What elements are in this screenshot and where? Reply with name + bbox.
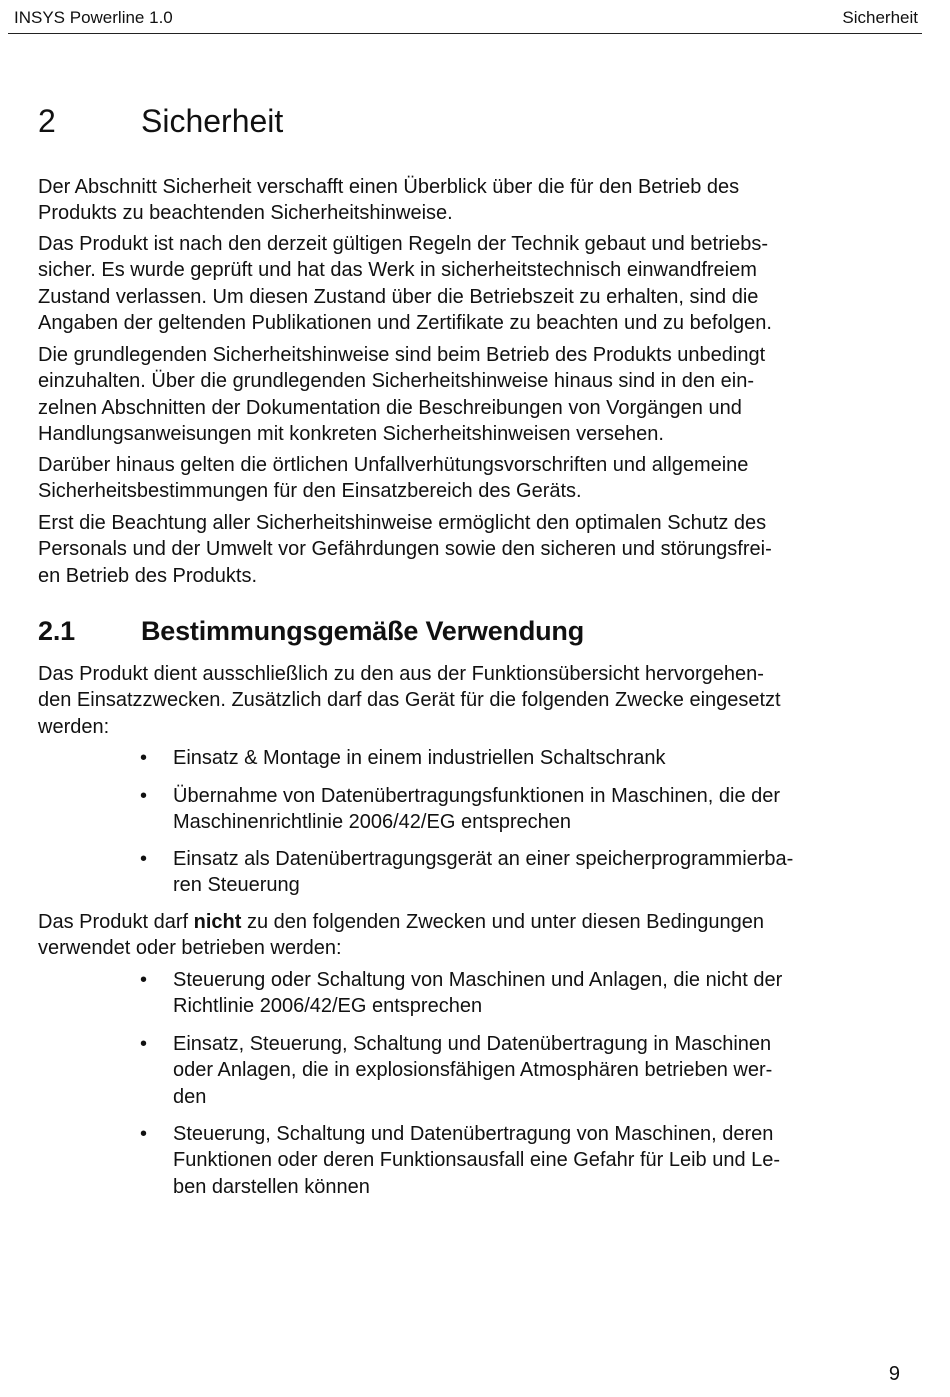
text-line: en Betrieb des Produkts.: [38, 564, 258, 587]
text-run: Das Produkt darf: [38, 911, 194, 933]
text-line: oder Anlagen, die in explosionsfähigen Atmosphären betrieben wer-: [173, 1059, 773, 1082]
text-line: Einsatz, Steuerung, Schaltung und Datenübertragung in Maschinen: [173, 1033, 772, 1055]
text-line: Steuerung oder Schaltung von Maschinen und Anlagen, die nicht der: [173, 969, 783, 991]
header-document-title: INSYS Powerline 1.0: [14, 8, 173, 27]
bullet-icon: •: [140, 1033, 148, 1055]
text-line: Richtlinie 2006/42/EG entsprechen: [173, 995, 483, 1018]
subsection-title: Bestimmungsgemäße Verwendung: [141, 616, 584, 646]
text-line: Das Produkt ist nach den derzeit gültigen Regeln der Technik gebaut und betriebs-: [38, 233, 769, 255]
page-number: 9: [888, 1363, 900, 1385]
text-line: Einsatz als Datenübertragungsgerät an einer speicherprogrammierba-: [173, 848, 794, 870]
paragraph-prohibited-use: [38, 909, 888, 962]
text-line: Angaben der geltenden Publikationen und Zertifikate zu beachten und zu befolgen.: [38, 311, 772, 334]
text-line: einzuhalten. Über die grundlegenden Sicherheitshinweise hinaus sind in den ein-: [38, 370, 755, 393]
section-title: Sicherheit: [141, 103, 284, 139]
text-line: verwendet oder betrieben werden:: [38, 937, 342, 960]
text-run: zu den folgenden Zwecken und unter diesen Bedingungen: [241, 911, 765, 933]
text-line: Maschinenrichtlinie 2006/42/EG entsprechen: [173, 811, 572, 834]
text-line: Personals und der Umwelt vor Gefährdungen sowie den sicheren und störungsfrei-: [38, 538, 772, 561]
text-line: Darüber hinaus gelten die örtlichen Unfallverhütungsvorschriften und allgemeine: [38, 454, 749, 476]
bullet-icon: •: [140, 969, 148, 991]
paragraph-product-safety: [38, 231, 888, 336]
text-line: Steuerung, Schaltung und Datenübertragung von Maschinen, deren: [173, 1123, 774, 1145]
section-number: 2: [38, 103, 56, 139]
paragraph-accident-prevention: [38, 452, 888, 505]
text-line: Übernahme von Datenübertragungsfunktionen in Maschinen, die der: [173, 785, 781, 807]
header-section-title: Sicherheit: [842, 8, 918, 27]
text-line: Der Abschnitt Sicherheit verschafft einen Überblick über die für den Betrieb des: [38, 176, 740, 198]
paragraph-basic-safety: [38, 342, 888, 447]
text-line: Die grundlegenden Sicherheitshinweise sind beim Betrieb des Produkts unbedingt: [38, 344, 766, 366]
paragraph-protection: [38, 510, 888, 589]
subsection-heading: [38, 616, 584, 647]
text-line: Das Produkt dient ausschließlich zu den aus der Funktionsübersicht hervorgehen-: [38, 663, 764, 685]
bullet-icon: •: [140, 785, 148, 807]
text-line: [38, 909, 888, 935]
bullet-icon: •: [140, 848, 148, 870]
paragraph-intended-use: [38, 661, 888, 740]
text-line: sicher. Es wurde geprüft und hat das Werk in sicherheitstechnisch einwandfreiem: [38, 259, 757, 282]
text-line: ben darstellen können: [173, 1175, 370, 1198]
section-heading: [38, 103, 283, 140]
text-line: Funktionen oder deren Funktionsausfall eine Gefahr für Leib und Le-: [173, 1149, 781, 1172]
text-line: Einsatz & Montage in einem industriellen Schaltschrank: [173, 747, 666, 769]
bullet-icon: •: [140, 1123, 148, 1145]
text-line: zelnen Abschnitten der Dokumentation die Beschreibungen von Vorgängen und: [38, 396, 742, 419]
text-line: ren Steuerung: [173, 874, 300, 897]
text-line: Erst die Beachtung aller Sicherheitshinweise ermöglicht den optimalen Schutz des: [38, 512, 767, 534]
bullet-icon: •: [140, 747, 148, 769]
text-line: den: [173, 1085, 207, 1108]
paragraph-overview: [38, 174, 888, 227]
page-header: [8, 0, 922, 34]
text-line: Zustand verlassen. Um diesen Zustand über die Betriebszeit zu erhalten, sind die: [38, 285, 759, 308]
emphasis-not: nicht: [193, 911, 242, 933]
text-line: Handlungsanweisungen mit konkreten Sicherheitshinweisen versehen.: [38, 422, 664, 445]
text-line: Sicherheitsbestimmungen für den Einsatzbereich des Geräts.: [38, 480, 582, 503]
text-line: den Einsatzzwecken. Zusätzlich darf das Gerät für die folgenden Zwecke eingesetzt: [38, 689, 781, 712]
text-line: werden:: [38, 715, 110, 738]
text-line: Produkts zu beachtenden Sicherheitshinweise.: [38, 202, 453, 225]
subsection-number: 2.1: [38, 616, 75, 646]
